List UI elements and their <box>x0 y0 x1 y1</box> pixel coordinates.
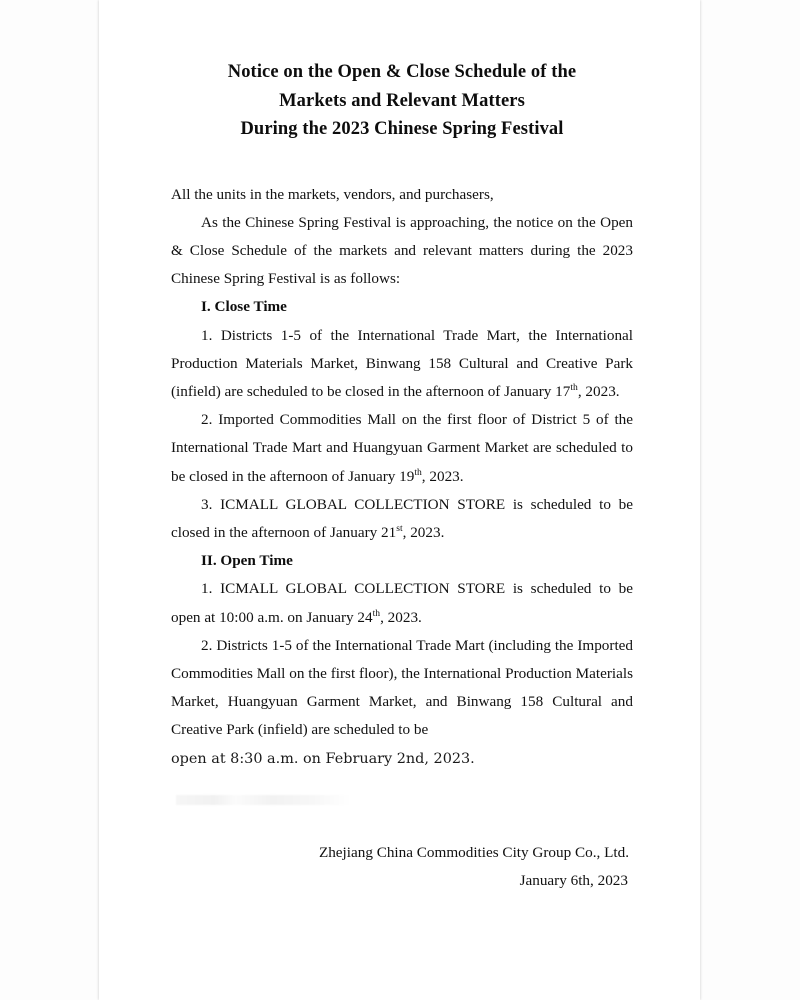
close-time-item-3-tail: , 2023. <box>402 523 445 541</box>
close-time-item-2-tail: , 2023. <box>421 467 464 485</box>
closing-line: open at 8:30 a.m. on February 2nd, 2023. <box>171 750 475 767</box>
section-heading-open-time: II. Open Time <box>201 552 293 570</box>
document-body <box>171 181 633 896</box>
close-time-item-1 <box>171 322 633 407</box>
section-heading-close-time: I. Close Time <box>201 298 287 316</box>
signature-company: Zhejiang China Commodities City Group Co., Ltd. <box>318 843 629 861</box>
close-time-item-1-ordinal: th <box>570 381 578 393</box>
signature-block <box>171 839 633 896</box>
close-time-item-3-text: 3. ICMALL GLOBAL COLLECTION STORE is scheduled to be closed in the afternoon of January 21 <box>171 495 633 541</box>
title-line-1: Notice on the Open & Close Schedule of the <box>227 62 577 82</box>
signature-date: January 6th, 2023 <box>519 872 628 890</box>
close-time-item-1-tail: , 2023. <box>577 382 620 400</box>
open-time-item-1-tail: , 2023. <box>380 608 422 626</box>
title-line-2: Markets and Relevant Matters <box>279 90 525 111</box>
close-time-item-2-ordinal: th <box>414 466 422 478</box>
intro-paragraph: As the Chinese Spring Festival is approaching, the notice on the Open & Close Schedule of the markets and relevant matters during the 2023 Chinese Spring Festival is as follows: <box>171 213 633 288</box>
page-title <box>171 0 633 144</box>
open-time-item-2 <box>171 632 633 745</box>
close-time-item-2-text: 2. Imported Commodities Mall on the first floor of District 5 of the International Trade Mart and Huangyuan Garment Market are scheduled to be closed in the afternoon of January 19 <box>171 411 633 485</box>
open-time-item-1-text: 1. ICMALL GLOBAL COLLECTION STORE is scheduled to be open at 10:00 a.m. on January 24 <box>171 580 633 626</box>
close-time-item-2 <box>171 406 633 491</box>
erased-text-artifact <box>176 795 351 805</box>
page-content-area <box>171 0 633 1000</box>
open-time-item-1-ordinal: th <box>372 607 381 619</box>
salutation-paragraph: All the units in the markets, vendors, and purchasers, <box>171 185 494 203</box>
close-time-item-3 <box>171 491 633 547</box>
close-time-item-3-ordinal: st <box>396 522 403 534</box>
document-page <box>99 0 700 1000</box>
open-time-item-1 <box>171 575 633 631</box>
title-line-3: During the 2023 Chinese Spring Festival <box>240 119 564 139</box>
close-time-item-1-text: 1. Districts 1-5 of the International Trade Mart, the International Production Materials Market, Binwang 158 Cultural and Creative Park (infield) are scheduled to be closed in the afternoon of January 17 <box>171 326 633 400</box>
open-time-item-2-text: 2. Districts 1-5 of the International Trade Mart (including the Imported Commodities Mall on the first floor), the International Production Materials Market, Huangyuan Garment Market, and Binwang 158 Cultural and Creative Park (infield) are scheduled to be <box>171 636 633 739</box>
